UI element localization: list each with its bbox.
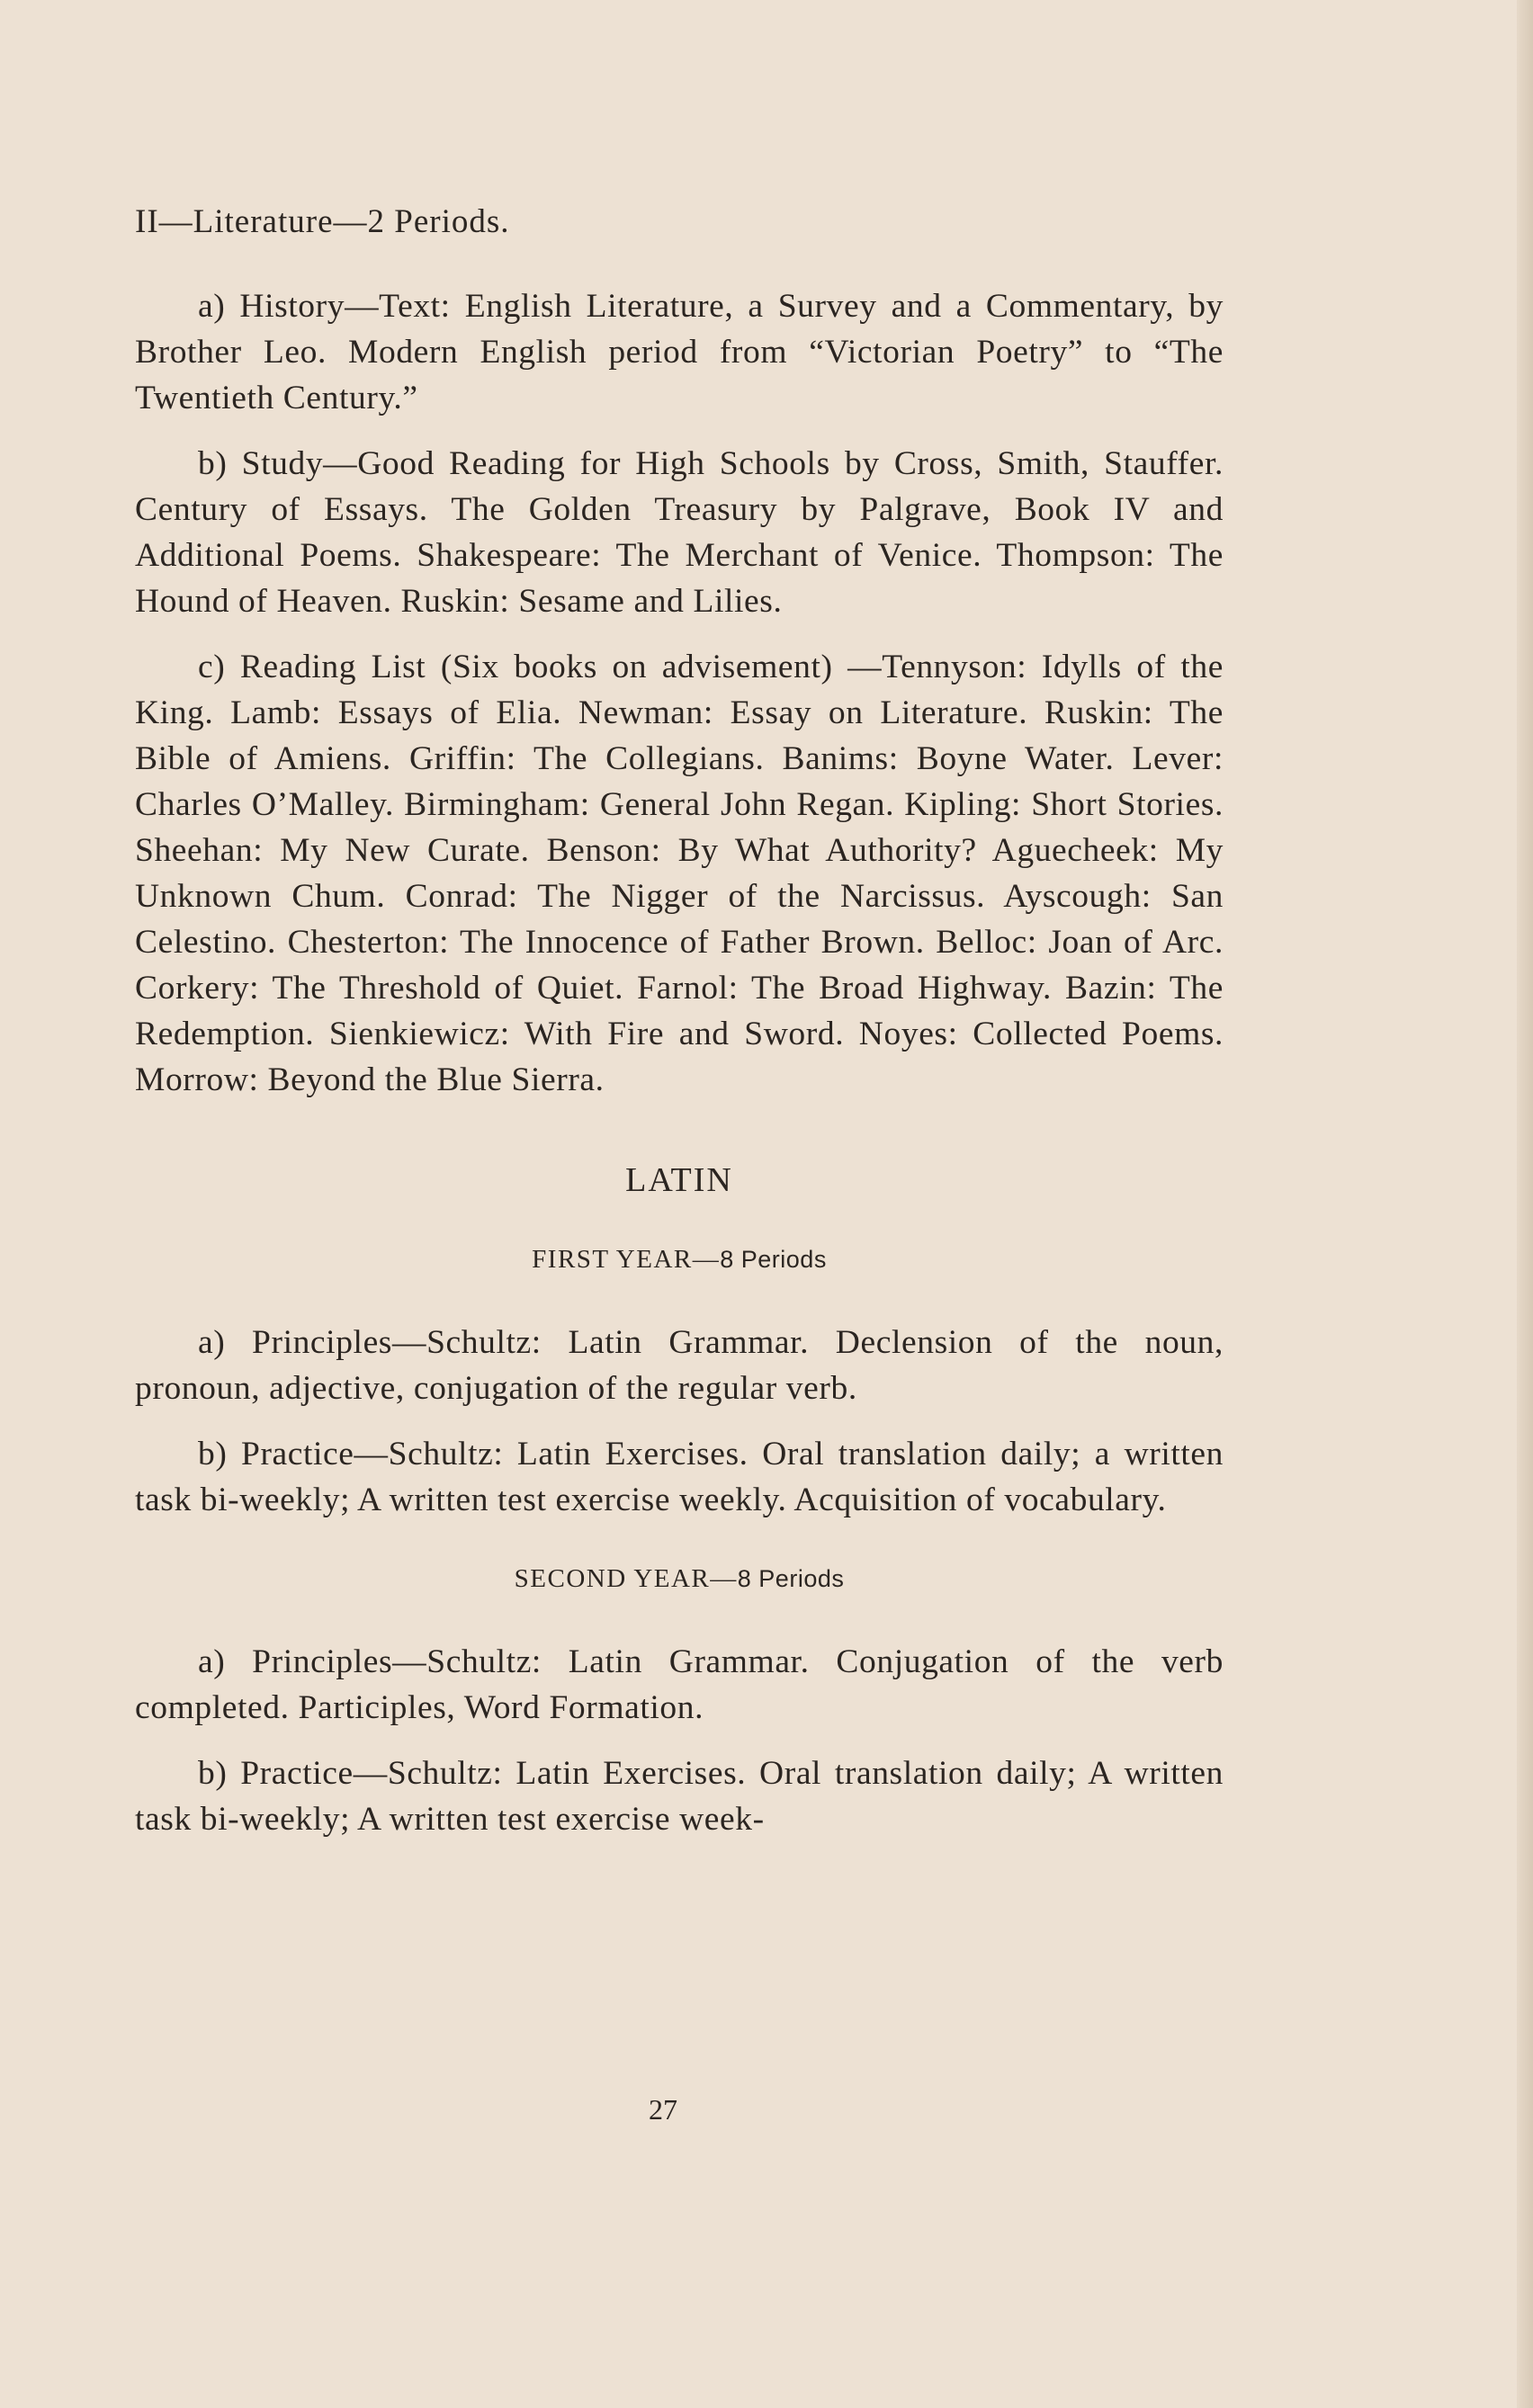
literature-study-paragraph: b) Study—Good Reading for High Schools by Cross, Smith, Stauffer. Century of Essays. The Golden Treasury by Palgrave, Book IV and Additional Poems. Shakespeare: The Merchant of Venice. Thompson: The Hound of Heaven. Ruskin: Sesame and Lilies. [135,445,1224,621]
literature-reading-list-paragraph: c) Reading List (Six books on advisement) —Tennyson: Idylls of the King. Lamb: Essays of Elia. Newman: Essay on Literature. Ruskin: The Bible of Amiens. Griffin: The Collegians. Banims: Boyne Water. Lever: Charles O’Malley. Birmingham: General John Regan. Kipling: Short Stories. Sheehan: My New Curate. Benson: By What Authority? Aguecheek: My Unknown Chum. Conrad: The Nigger of the Narcissus. Ayscough: San Celestino. Chesterton: The Innocence of Father Brown. Belloc: Joan of Arc. Corkery: The Threshold of Quiet. Farnol: The Broad Highway. Bazin: The Redemption. Sienkiewicz: With Fire and Sword. Noyes: Collected Poems. Morrow: Beyond the Blue Sierra. [135,649,1224,1099]
page-number: 27 [649,2093,677,2126]
second-year-principles-paragraph: a) Principles—Schultz: Latin Grammar. Conjugation of the verb completed. Participles, Word Formation. [135,1643,1224,1727]
literature-history-paragraph: a) History—Text: English Literature, a Survey and a Commentary, by Brother Leo. Modern English period from “Victorian Poetry” to “The Twentieth Century.” [135,288,1224,417]
first-year-label: FIRST YEAR— [532,1245,721,1275]
first-year-periods: 8 Periods [720,1246,827,1274]
second-year-practice-paragraph: b) Practice—Schultz: Latin Exercises. Oral translation daily; A written task bi-weekly; A written test exercise week- [135,1755,1224,1839]
second-year-heading [135,1564,1224,1594]
first-year-heading [135,1245,1224,1275]
page-edge [1517,0,1533,2408]
second-year-periods: 8 Periods [737,1565,845,1593]
first-year-practice-paragraph: b) Practice—Schultz: Latin Exercises. Oral translation daily; a written task bi-weekly; A written test exercise weekly. Acquisition of vocabulary. [135,1436,1224,1519]
literature-heading: II—Literature—2 Periods. [135,203,510,240]
first-year-principles-paragraph: a) Principles—Schultz: Latin Grammar. Declension of the noun, pronoun, adjective, conjugation of the regular verb. [135,1324,1224,1408]
page-body [135,202,1224,1862]
latin-title: LATIN [625,1161,733,1200]
second-year-label: SECOND YEAR— [514,1564,738,1594]
